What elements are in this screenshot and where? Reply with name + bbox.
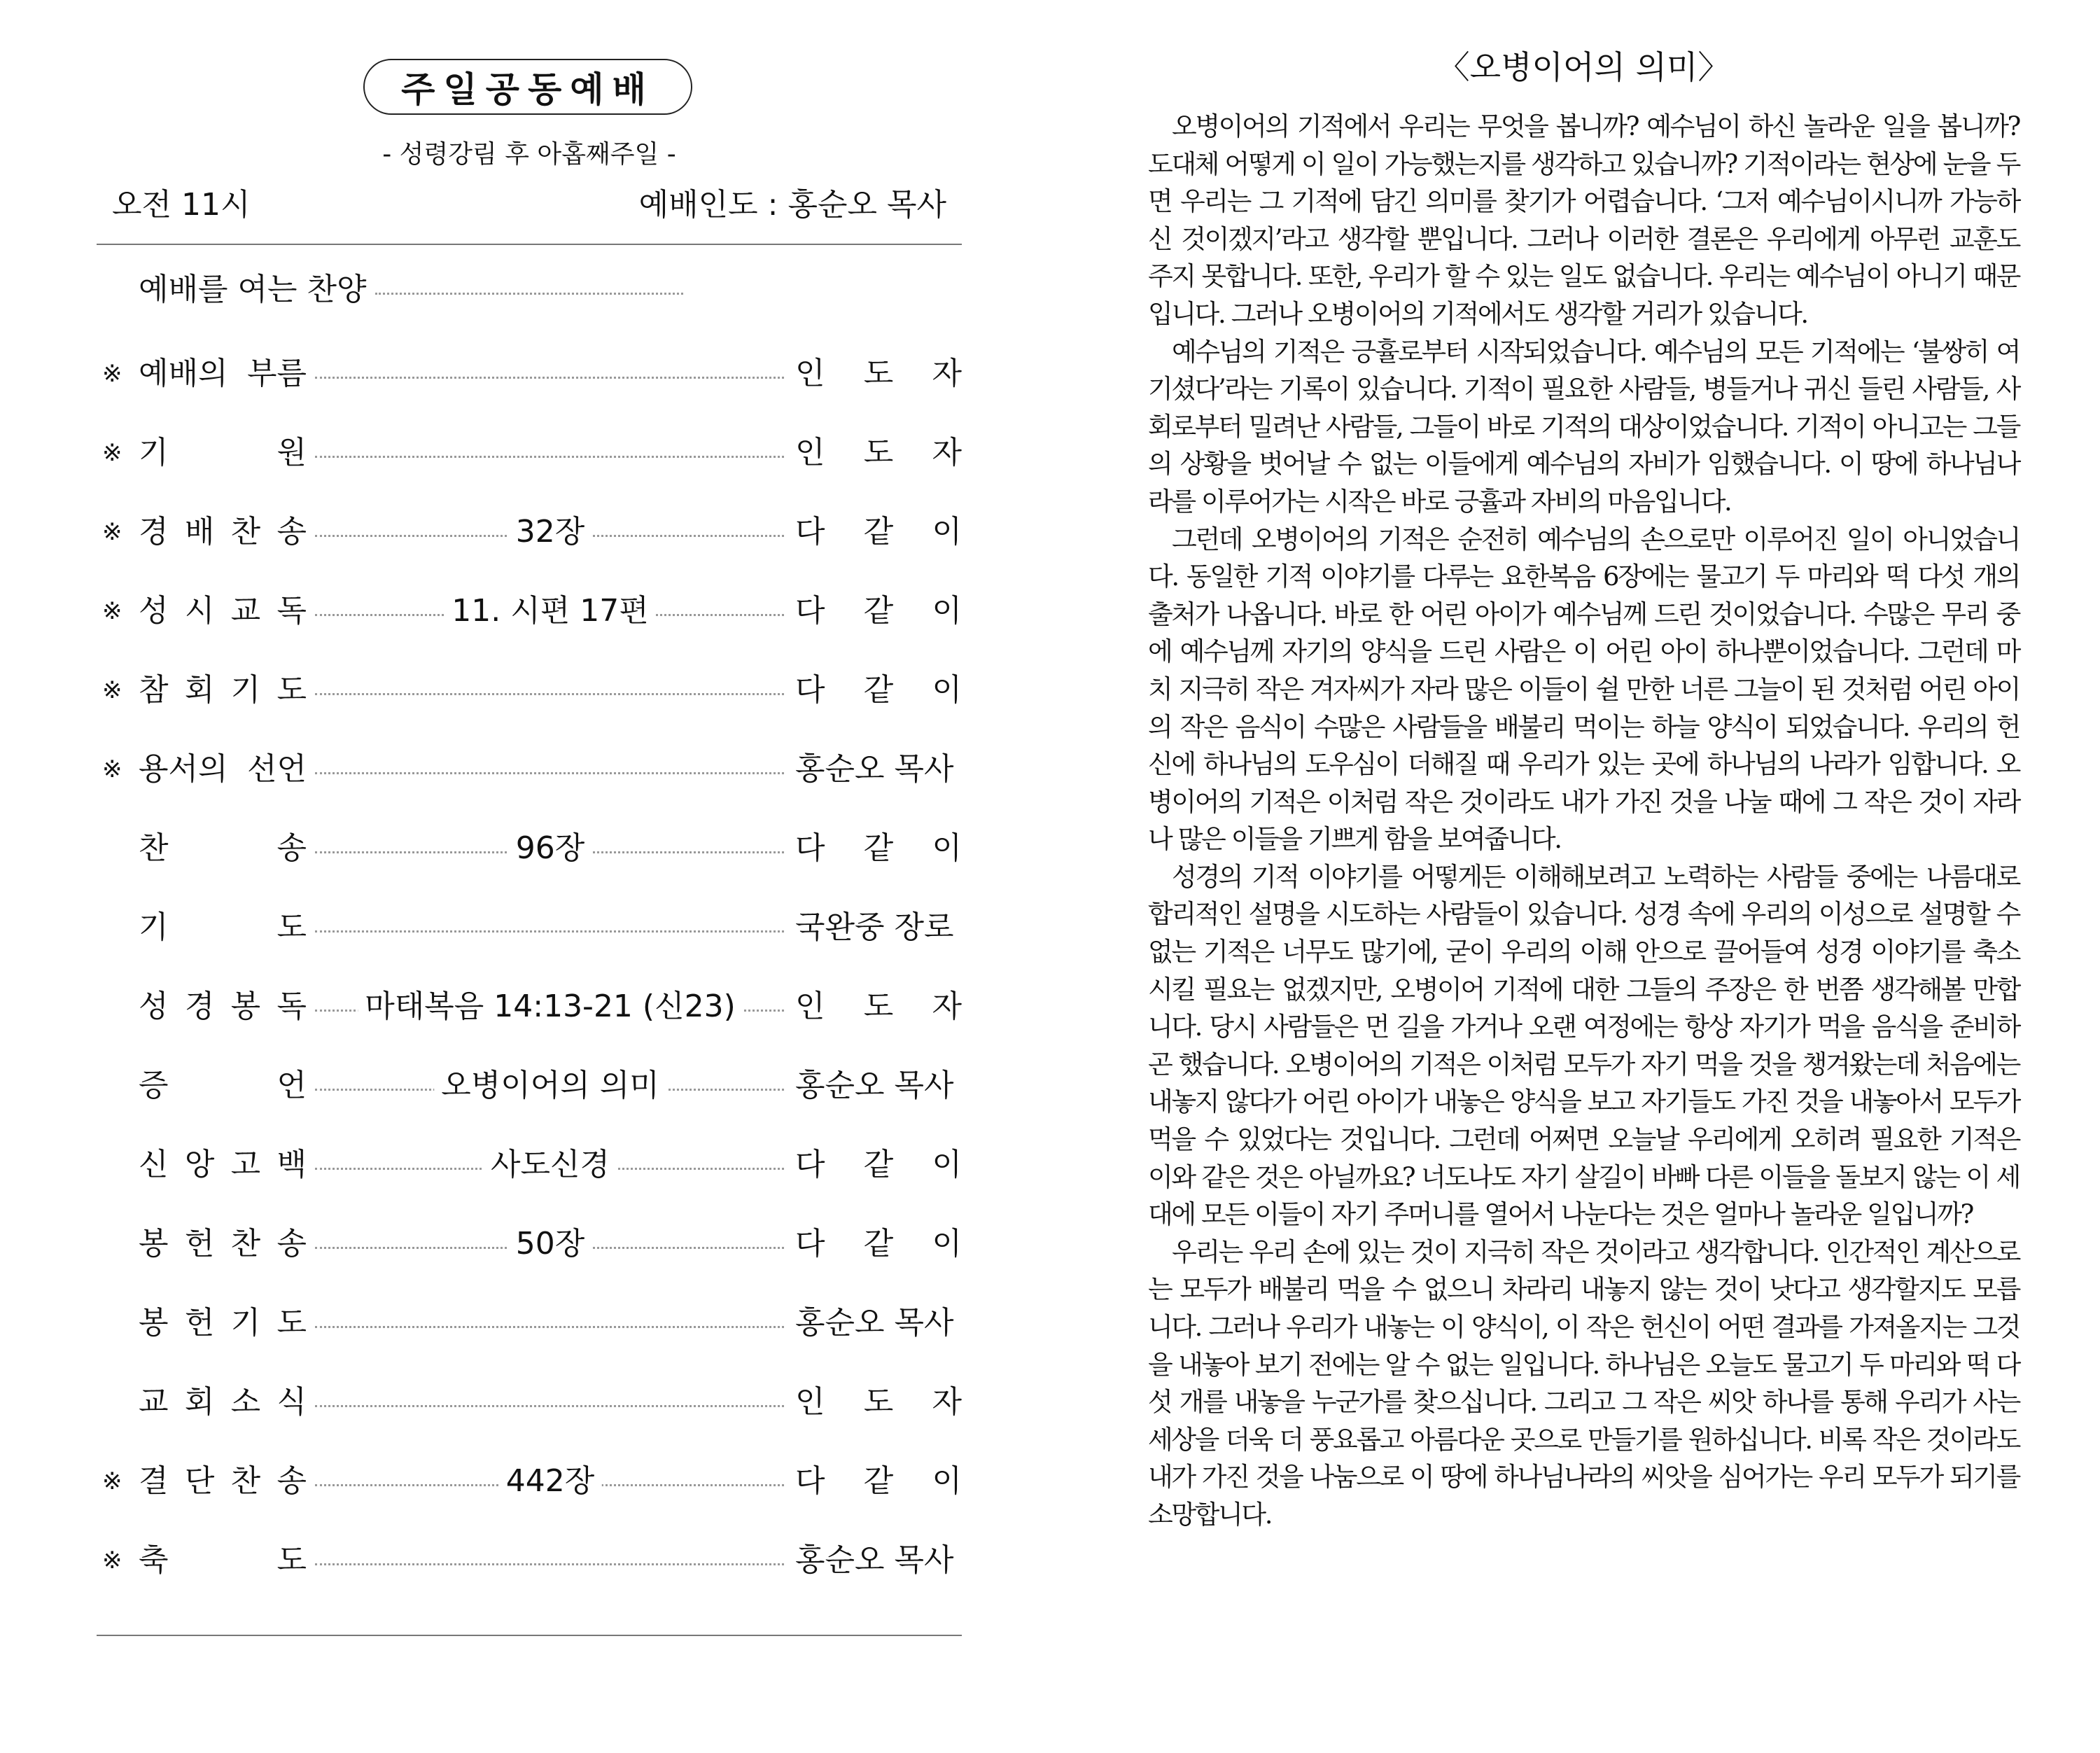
order-item: [97, 827, 962, 869]
leader-dots: [315, 693, 784, 695]
service-leader: 예배인도 : 홍순오 목사: [638, 187, 946, 223]
order-item-responsible: 홍순오 목사: [795, 1305, 954, 1341]
standing-mark: ※: [102, 360, 122, 388]
order-item-detail: 오병이어의 의미: [434, 1065, 666, 1107]
order-item-name: 예배의 부름: [139, 356, 307, 391]
order-item-responsible: 다 같 이: [795, 514, 962, 550]
order-item: [97, 907, 962, 949]
order-item: [97, 590, 962, 632]
standing-mark: ※: [102, 518, 122, 546]
essay-paragraph: 그런데 오병이어의 기적은 순전히 예수님의 손으로만 이루어진 일이 아니었습니다. 동일한 기적 이야기를 다루는 요한복음 6장에는 물고기 두 마리와 떡 다섯 개의 출처가 나옵니다. 바로 한 어린 아이가 예수님께 드린 것이었습니다. 수많은 무리 중에 예수님께 자기의 양식을 드린 사람은 이 어린 아이 하나뿐이었습니다. 그런데 마치 지극히 작은 겨자씨가 자라 많은 이들이 쉴 만한 너른 그늘이 된 것처럼 어린 아이의 작은 음식이 수많은 사람들을 배불리 먹이는 하늘 양식이 되었습니다. 우리의 헌신에 하나님의 도우심이 더해질 때 우리가 있는 곳에 하나님의 나라가 임합니다. 오병이어의 기적은 이처럼 작은 것이라도 내가 가진 것을 나눌 때에 그 작은 것이 자라나 많은 이들을 기쁘게 함을 보여줍니다.: [1148, 524, 2019, 855]
order-item: [97, 432, 962, 474]
order-item-name: 참 회 기 도: [139, 672, 307, 708]
order-item-responsible: 다 같 이: [795, 1463, 962, 1499]
order-item: [97, 1381, 962, 1423]
essay-panel: [1148, 42, 2019, 1534]
worship-order-panel: [97, 56, 962, 1652]
standing-mark: ※: [102, 1467, 122, 1495]
leader-dots: [375, 293, 683, 295]
order-item: [97, 511, 962, 553]
order-item-name: 찬 송: [139, 830, 307, 866]
order-item-name: 교 회 소 식: [139, 1384, 307, 1420]
order-item-detail: 442장: [499, 1460, 602, 1502]
order-item-responsible: 홍순오 목사: [795, 1068, 954, 1103]
order-item: [97, 669, 962, 711]
order-item: [97, 353, 962, 395]
service-time: 오전 11시: [112, 187, 251, 223]
order-item: [97, 1302, 962, 1344]
bottom-divider: [97, 1635, 962, 1636]
order-item-responsible: 홍순오 목사: [795, 751, 954, 787]
order-item-responsible: 인 도 자: [795, 356, 962, 391]
order-item-name: 신 앙 고 백: [139, 1147, 307, 1182]
standing-mark: ※: [102, 1546, 122, 1574]
standing-mark: ※: [102, 597, 122, 625]
top-divider: [97, 244, 962, 245]
order-item-name: 증 언: [139, 1068, 307, 1103]
standing-mark: ※: [102, 755, 122, 783]
leader-dots: [315, 377, 784, 379]
order-item-name: 예배를 여는 찬양: [139, 272, 367, 307]
order-item-responsible: 다 같 이: [795, 830, 962, 866]
order-item-detail: 32장: [509, 511, 592, 553]
order-item-responsible: 인 도 자: [795, 1384, 962, 1420]
standing-mark: ※: [102, 676, 122, 704]
standing-mark: ※: [102, 439, 122, 467]
order-item-responsible: 인 도 자: [795, 435, 962, 470]
order-item-name: 봉 헌 찬 송: [139, 1226, 307, 1262]
order-item-detail: 마태복음 14:13-21 (신23): [358, 986, 742, 1028]
order-item: [97, 986, 962, 1028]
order-item-responsible: 인 도 자: [795, 989, 962, 1024]
order-item-responsible: 다 같 이: [795, 593, 962, 629]
order-item-responsible: 다 같 이: [795, 1147, 962, 1182]
order-item: [97, 748, 962, 790]
order-item-name: 성 시 교 독: [139, 593, 307, 629]
leader-dots: [315, 1563, 784, 1565]
order-item-responsible: 다 같 이: [795, 672, 962, 708]
leader-dots: [315, 930, 784, 933]
order-item-name: 축 도: [139, 1542, 307, 1578]
order-item-detail: 11. 시편 17편: [444, 590, 655, 632]
order-item-responsible: 다 같 이: [795, 1226, 962, 1262]
order-item-name: 기 도: [139, 909, 307, 945]
order-item-responsible: 홍순오 목사: [795, 1542, 954, 1578]
essay-body: [1148, 108, 2019, 1534]
order-item-name: 기 원: [139, 435, 307, 470]
order-item: [97, 1144, 962, 1186]
order-item: [97, 1539, 962, 1581]
essay-paragraph: 성경의 기적 이야기를 어떻게든 이해해보려고 노력하는 사람들 중에는 나름대로 합리적인 설명을 시도하는 사람들이 있습니다. 성경 속에 우리의 이성으로 설명할 수 없는 기적은 너무도 많기에, 굳이 우리의 이해 안으로 끌어들여 성경 이야기를 축소시킬 필요는 없겠지만, 오병이어 기적에 대한 그들의 주장은 한 번쯤 생각해볼 만합니다. 당시 사람들은 먼 길을 가거나 오랜 여정에는 항상 자기가 먹을 음식을 준비하곤 했습니다. 오병이어의 기적은 이처럼 모두가 자기 먹을 것을 챙겨왔는데 처음에는 내놓지 않다가 어린 아이가 내놓은 양식을 보고 자기들도 가진 것을 내놓아서 모두가 먹을 수 있었다는 것입니다. 그런데 어쩌면 오늘날 우리에게 오히려 필요한 기적은 이와 같은 것은 아닐까요? 너도나도 자기 살길이 바빠 다른 이들을 돌보지 않는 이 세대에 모든 이들이 자기 주머니를 열어서 나눈다는 것은 얼마나 놀라운 일입니까?: [1148, 861, 2019, 1230]
leader-dots: [315, 772, 784, 774]
leader-dots: [315, 1326, 784, 1328]
essay-paragraph: 우리는 우리 손에 있는 것이 지극히 작은 것이라고 생각합니다. 인간적인 계산으로는 모두가 배불리 먹을 수 없으니 차라리 내놓지 않는 것이 낫다고 생각할지도 모릅니다. 그러나 우리가 내놓는 이 양식이, 이 작은 헌신이 어떤 결과를 가져올지는 그것을 내놓아 보기 전에는 알 수 없는 일입니다. 하나님은 오늘도 물고기 두 마리와 떡 다섯 개를 내놓을 누군가를 찾으십니다. 그리고 그 작은 씨앗 하나를 통해 우리가 사는 세상을 더욱 더 풍요롭고 아름다운 곳으로 만들기를 원하십니다. 비록 작은 것이라도 내가 가진 것을 나눔으로 이 땅에 하나님나라의 씨앗을 심어가는 우리 모두가 되기를 소망합니다.: [1148, 1236, 2019, 1530]
order-item-detail: 50장: [509, 1223, 592, 1265]
essay-title: 〈오병이어의 의미〉: [1437, 48, 1730, 86]
order-item-name: 성 경 봉 독: [139, 989, 307, 1024]
order-item: [97, 1223, 962, 1265]
essay-paragraph: 오병이어의 기적에서 우리는 무엇을 봅니까? 예수님이 하신 놀라운 일을 봅니까? 도대체 어떻게 이 일이 가능했는지를 생각하고 있습니까? 기적이라는 현상에 눈을 두면 우리는 그 기적에 담긴 의미를 찾기가 어렵습니다. ‘그저 예수님이시니까 가능하신 것이겠지’라고 생각할 뿐입니다. 그러나 이러한 결론은 우리에게 아무런 교훈도 주지 못합니다. 또한, 우리가 할 수 있는 일도 없습니다. 우리는 예수님이 아니기 때문입니다. 그러나 오병이어의 기적에서도 생각할 거리가 있습니다.: [1148, 111, 2019, 329]
leader-dots: [315, 456, 784, 458]
service-subtitle: - 성령강림 후 아홉째주일 -: [382, 140, 676, 169]
order-item: [97, 1065, 962, 1107]
order-item: [97, 269, 962, 311]
order-item-name: 봉 헌 기 도: [139, 1305, 307, 1341]
order-item-name: 용서의 선언: [139, 751, 307, 787]
order-item-name: 경 배 찬 송: [139, 514, 307, 550]
order-item-detail: 사도신경: [484, 1144, 617, 1186]
leader-dots: [315, 1405, 784, 1407]
service-title: 주일공동예배: [363, 59, 692, 115]
order-item-detail: 96장: [509, 827, 592, 869]
order-item-responsible: 국완중 장로: [795, 909, 954, 945]
order-item-name: 결 단 찬 송: [139, 1463, 307, 1499]
essay-paragraph: 예수님의 기적은 긍휼로부터 시작되었습니다. 예수님의 모든 기적에는 ‘불쌍히 여기셨다’라는 기록이 있습니다. 기적이 필요한 사람들, 병들거나 귀신 들린 사람들, 사회로부터 밀려난 사람들, 그들이 바로 기적의 대상이었습니다. 기적이 아니고는 그들의 상황을 벗어날 수 없는 이들에게 예수님의 자비가 임했습니다. 이 땅에 하나님나라를 이루어가는 시작은 바로 긍휼과 자비의 마음입니다.: [1148, 336, 2019, 517]
order-item: [97, 1460, 962, 1502]
